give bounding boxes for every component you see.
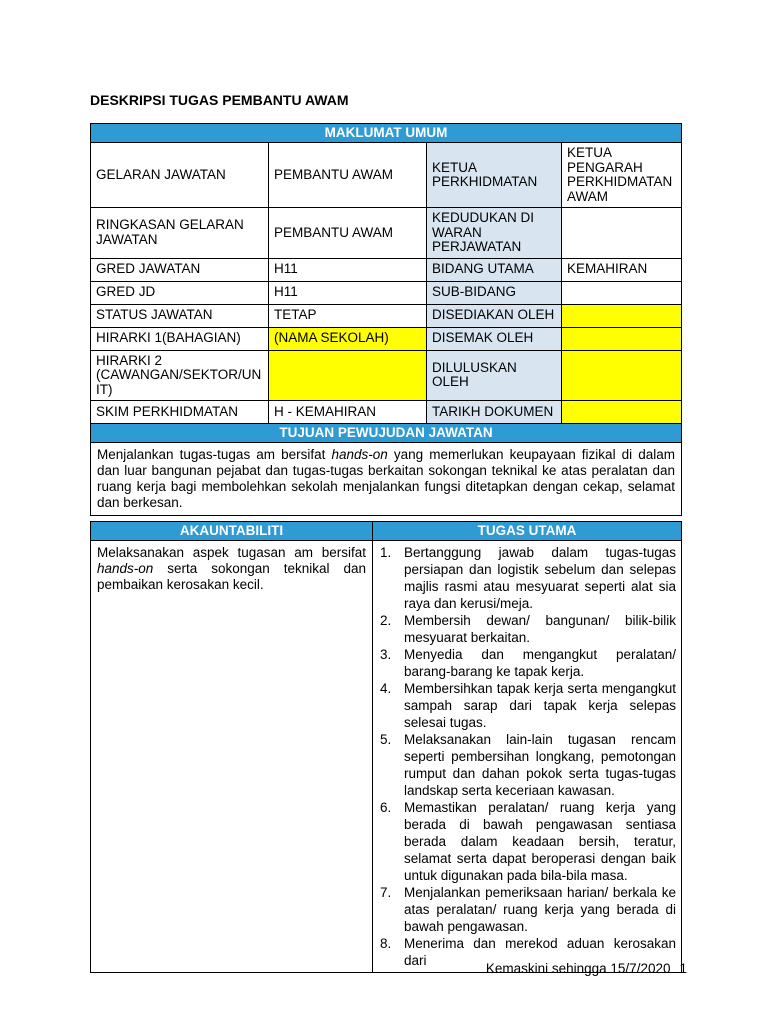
akauntabiliti-text-before: Melaksanakan aspek tugasan am bersifat — [97, 545, 366, 560]
section-header-row — [91, 522, 682, 541]
list-item-text: Menyedia dan mengangkut peralatan/ barang-barang ke tapak kerja. — [404, 647, 676, 679]
cell-label2: DISEDIAKAN OLEH — [427, 304, 562, 327]
cell-value: H11 — [269, 281, 427, 304]
section-header-row — [91, 424, 682, 443]
list-item-text: Menerima dan merekod aduan kerosakan dari — [404, 936, 676, 968]
cell-value2-highlight — [562, 401, 682, 424]
cell-value: PEMBANTU AWAM — [269, 143, 427, 208]
cell-label2: SUB-BIDANG — [427, 281, 562, 304]
cell-label: GELARAN JAWATAN — [91, 143, 269, 208]
cell-value2-highlight — [562, 304, 682, 327]
list-item-text: Melaksanakan lain-lain tugasan rencam seperti pembersihan longkang, pemotongan rumput dan dahan pokok serta tugas-tugas landskap serta keceriaan kawasan. — [404, 732, 676, 798]
table-row — [91, 208, 682, 259]
list-item-number: 6. — [380, 800, 392, 815]
cell-value: PEMBANTU AWAM — [269, 208, 427, 259]
cell-value: TETAP — [269, 304, 427, 327]
cell-label2: BIDANG UTAMA — [427, 258, 562, 281]
list-item-number: 2. — [380, 613, 392, 628]
cell-label2: DILULUSKAN OLEH — [427, 350, 562, 401]
cell-value2-highlight — [562, 327, 682, 350]
list-item-number: 8. — [380, 936, 392, 951]
section-header-tujuan: TUJUAN PEWUJUDAN JAWATAN — [91, 424, 682, 443]
list-item-number: 5. — [380, 732, 392, 747]
list-item — [380, 646, 676, 680]
list-item — [380, 612, 676, 646]
cell-label: GRED JD — [91, 281, 269, 304]
cell-label2: DISEMAK OLEH — [427, 327, 562, 350]
cell-label2: TARIKH DOKUMEN — [427, 401, 562, 424]
section-header-maklumat-umum: MAKLUMAT UMUM — [91, 124, 682, 143]
list-item-number: 7. — [380, 885, 392, 900]
cell-value2 — [562, 208, 682, 259]
cell-value-highlight — [269, 350, 427, 401]
cell-label: RINGKASAN GELARAN JAWATAN — [91, 208, 269, 259]
list-item — [380, 884, 676, 935]
cell-value-highlight: (NAMA SEKOLAH) — [269, 327, 427, 350]
list-item-number: 1. — [380, 545, 392, 560]
akauntabiliti-text-italic: hands-on — [97, 561, 154, 576]
cell-label: HIRARKI 2 (CAWANGAN/SEKTOR/UNIT) — [91, 350, 269, 401]
cell-value2-highlight — [562, 350, 682, 401]
cell-label2: KETUA PERKHIDMATAN — [427, 143, 562, 208]
footer-updated-text: Kemaskini sehingga 15/7/2020 — [485, 961, 671, 976]
tujuan-paragraph — [91, 443, 682, 516]
document-content — [90, 92, 681, 973]
table-row — [91, 401, 682, 424]
table-row — [91, 327, 682, 350]
list-item — [380, 731, 676, 799]
cell-value2 — [562, 281, 682, 304]
list-item-text: Bertanggung jawab dalam tugas-tugas persiapan dan logistik sebelum dan selepas majlis rasmi atau mesyuarat seperti alat sia raya dan kerusi/meja. — [404, 545, 676, 611]
cell-label2: KEDUDUKAN DI WARAN PERJAWATAN — [427, 208, 562, 259]
cell-label: HIRARKI 1(BAHAGIAN) — [91, 327, 269, 350]
tugas-utama-list — [373, 541, 682, 973]
list-item-text: Menjalankan pemeriksaan harian/ berkala ke atas peralatan/ ruang kerja yang berada di bawah pengawasan. — [404, 885, 676, 934]
cell-label: SKIM PERKHIDMATAN — [91, 401, 269, 424]
table-row — [91, 258, 682, 281]
footer-page-number: 1 — [679, 961, 687, 976]
section-header-akauntabiliti: AKAUNTABILITI — [91, 522, 373, 541]
list-item-number: 3. — [380, 647, 392, 662]
table-row — [91, 143, 682, 208]
list-item — [380, 799, 676, 884]
cell-label: STATUS JAWATAN — [91, 304, 269, 327]
akauntabiliti-tugas-table — [90, 521, 682, 973]
table-row — [91, 304, 682, 327]
tujuan-text-after: yang memerlukan keupayaan fizikal di dalam dan luar bangunan pejabat dan tugas-tugas berkaitan sokongan teknikal ke atas peralatan dan ruang kerja bagi membolehkan sekolah menjalankan fungsi ditetapkan dengan cekap, selamat dan berkesan. — [97, 447, 676, 510]
cell-value2: KETUA PENGARAH PERKHIDMATAN AWAM — [562, 143, 682, 208]
section-header-tugas-utama: TUGAS UTAMA — [373, 522, 682, 541]
list-item-number: 4. — [380, 681, 392, 696]
table-row — [91, 281, 682, 304]
cell-value2: KEMAHIRAN — [562, 258, 682, 281]
maklumat-umum-table — [90, 123, 682, 516]
list-item — [380, 544, 676, 612]
akauntabiliti-text — [91, 541, 373, 973]
table-row — [91, 350, 682, 401]
cell-label: GRED JAWATAN — [91, 258, 269, 281]
section-header-row — [91, 124, 682, 143]
cell-value: H - KEMAHIRAN — [269, 401, 427, 424]
akauntabiliti-text-after: serta sokongan teknikal dan pembaikan kerosakan kecil. — [97, 561, 366, 592]
list-item-text: Membersihkan tapak kerja serta mengangkut sampah sarap dari tapak kerja selepas selesai tugas. — [404, 681, 676, 730]
list-item — [380, 680, 676, 731]
tujuan-text-italic: hands-on — [331, 447, 388, 462]
tujuan-row — [91, 443, 682, 516]
content-row — [91, 541, 682, 973]
list-item-text: Memastikan peralatan/ ruang kerja yang berada di bawah pengawasan sentiasa berada dalam keadaan bersih, teratur, selamat serta dapat beroperasi dengan baik untuk digunakan pada bila-bila masa. — [404, 800, 676, 883]
tujuan-text-before: Menjalankan tugas-tugas am bersifat — [97, 447, 332, 462]
document-title: DESKRIPSI TUGAS PEMBANTU AWAM — [90, 92, 349, 108]
cell-value: H11 — [269, 258, 427, 281]
list-item-text: Membersih dewan/ bangunan/ bilik-bilik mesyuarat berkaitan. — [404, 613, 676, 645]
page-footer — [90, 961, 687, 976]
